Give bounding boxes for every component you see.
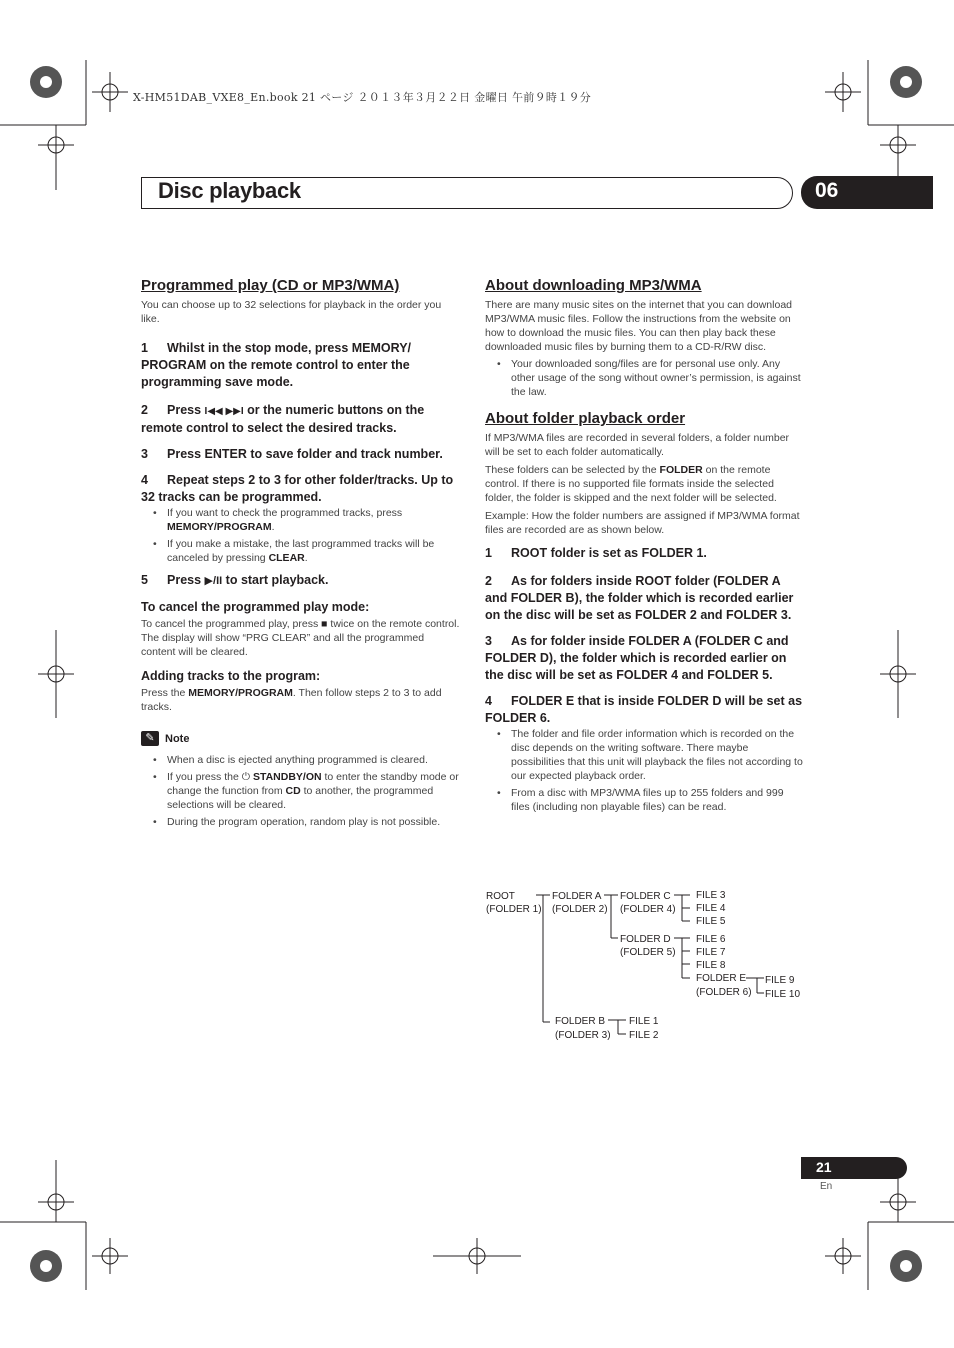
chapter-badge	[801, 176, 933, 209]
list-item: • From a disc with MP3/WMA files up to 255 folders and 999 files (including non playable files) can be read.	[485, 786, 803, 814]
tree-file: FILE 9	[765, 975, 795, 986]
tree-folder-a: FOLDER A	[552, 891, 602, 902]
cancel-heading: To cancel the programmed play mode:	[141, 600, 370, 614]
step-3: 3 Press ENTER to save folder and track number.	[141, 447, 443, 461]
programmed-play-heading: Programmed play (CD or MP3/WMA)	[141, 277, 400, 294]
right-column	[485, 277, 803, 817]
tree-folder-d: FOLDER D	[620, 934, 671, 945]
language-code: En	[820, 1181, 833, 1192]
step-4: 4 Repeat steps 2 to 3 for other folder/tracks. Up to 32 tracks can be programmed.	[141, 473, 454, 504]
downloading-bullets	[485, 357, 803, 399]
chapter-number: 06	[815, 179, 839, 202]
step-5: 5 Press ▶/II to start playback.	[141, 573, 329, 587]
folder-step-4: 4 FOLDER E that is inside FOLDER D will be set as FOLDER 6.	[485, 694, 803, 725]
step-2: 2 Press I◀◀ ▶▶I or the numeric buttons on the remote control to select the desired tracks.	[141, 403, 425, 435]
list-item: • When a disc is ejected anything programmed is cleared.	[141, 753, 461, 767]
step-1: 1 Whilst in the stop mode, press MEMORY/ PROGRAM on the remote control to enter the programming save mode.	[141, 341, 412, 389]
tree-file: FILE 5	[696, 916, 726, 927]
folder-step-1: 1 ROOT folder is set as FOLDER 1.	[485, 546, 707, 560]
cancel-text: To cancel the programmed play, press ■ twice on the remote control. The display will show “PRG CLEAR” and all the programmed content will be cleared.	[141, 618, 460, 658]
tree-file: FILE 10	[765, 989, 801, 1000]
tree-file: FILE 8	[696, 960, 726, 971]
note-header: ✎ Note	[141, 730, 461, 748]
tree-file: FILE 7	[696, 947, 726, 958]
page-number: 21	[816, 1159, 832, 1175]
list-item: • The folder and file order information which is recorded on the disc depends on the writing software. There maybe possibilities that this unit will playback the files not according to our expected playback order.	[485, 727, 803, 783]
adding-heading: Adding tracks to the program:	[141, 669, 321, 683]
downloading-text: There are many music sites on the internet that you can download MP3/WMA music files. Follow the instructions from the website on how to download the music files. You can then play back these downloaded music files by burning them to a CD-R/RW disc.	[485, 299, 793, 353]
tree-root-num: (FOLDER 1)	[486, 904, 542, 915]
folder-text-1: If MP3/WMA files are recorded in several folders, a folder number will be set to each folder automatically.	[485, 432, 790, 458]
list-item: • Your downloaded song/files are for personal use only. Any other usage of the song without owner’s permission, is against the law.	[485, 357, 803, 399]
list-item: • If you make a mistake, the last programmed tracks will be canceled by pressing CLEAR.	[141, 537, 461, 565]
programmed-play-intro: You can choose up to 32 selections for playback in the order you like.	[141, 299, 442, 325]
tree-file: FILE 1	[629, 1016, 659, 1027]
stop-icon: ■	[321, 618, 328, 630]
tree-file: FILE 4	[696, 903, 726, 914]
folder-order-heading: About folder playback order	[485, 410, 686, 427]
tree-file: FILE 3	[696, 890, 726, 901]
adding-text: Press the MEMORY/PROGRAM. Then follow steps 2 to 3 to add tracks.	[141, 687, 442, 713]
tree-folder-a-num: (FOLDER 2)	[552, 904, 608, 915]
folder-text-3: Example: How the folder numbers are assigned if MP3/WMA format files are recorded are as shown below.	[485, 510, 800, 536]
tree-folder-e-num: (FOLDER 6)	[696, 987, 752, 998]
tree-file: FILE 6	[696, 934, 726, 945]
folder-tree-diagram	[484, 885, 814, 1050]
folder-step-2: 2 As for folders inside ROOT folder (FOLDER A and FOLDER B), the folder which is recorded earlier on the disc will be set as FOLDER 2 and FOLDER 3.	[485, 574, 794, 622]
list-item: • If you press the ⏻ STANDBY/ON to enter the standby mode or change the function from CD to another, the programmed selections will be cleared.	[141, 770, 461, 812]
tree-folder-b: FOLDER B	[555, 1016, 606, 1027]
folder-step-3: 3 As for folder inside FOLDER A (FOLDER C and FOLDER D), the folder which is recorded earlier on the disc will be set as FOLDER 4 and FOLDER 5.	[485, 634, 789, 682]
tree-file: FILE 2	[629, 1030, 659, 1041]
step-4-bullets	[141, 506, 461, 565]
folder-text-2: These folders can be selected by the FOLDER on the remote control. If there is no supported file formats inside the selected folder, the folder is skipped and the next folder will be selected.	[485, 464, 777, 504]
note-bullets	[141, 753, 461, 829]
left-column	[141, 277, 461, 832]
print-file-info: X-HM51DAB_VXE8_En.book 21 ページ ２０１３年３月２２日 金曜日 午前９時１９分	[133, 91, 592, 104]
play-pause-icon: ▶/II	[204, 575, 223, 587]
page-number-badge	[801, 1157, 907, 1179]
tree-folder-c-num: (FOLDER 4)	[620, 904, 676, 915]
page-title: Disc playback	[158, 178, 301, 203]
folder-bullets	[485, 727, 803, 814]
downloading-heading: About downloading MP3/WMA	[485, 277, 702, 294]
tree-folder-e: FOLDER E	[696, 973, 747, 984]
list-item: • If you want to check the programmed tracks, press MEMORY/PROGRAM.	[141, 506, 461, 534]
pencil-icon: ✎	[141, 731, 159, 746]
tree-folder-d-num: (FOLDER 5)	[620, 947, 676, 958]
tree-folder-c: FOLDER C	[620, 891, 671, 902]
skip-icons: I◀◀ ▶▶I	[204, 406, 244, 417]
tree-root: ROOT	[486, 891, 515, 902]
list-item: • During the program operation, random play is not possible.	[141, 815, 461, 829]
tree-folder-b-num: (FOLDER 3)	[555, 1030, 611, 1041]
